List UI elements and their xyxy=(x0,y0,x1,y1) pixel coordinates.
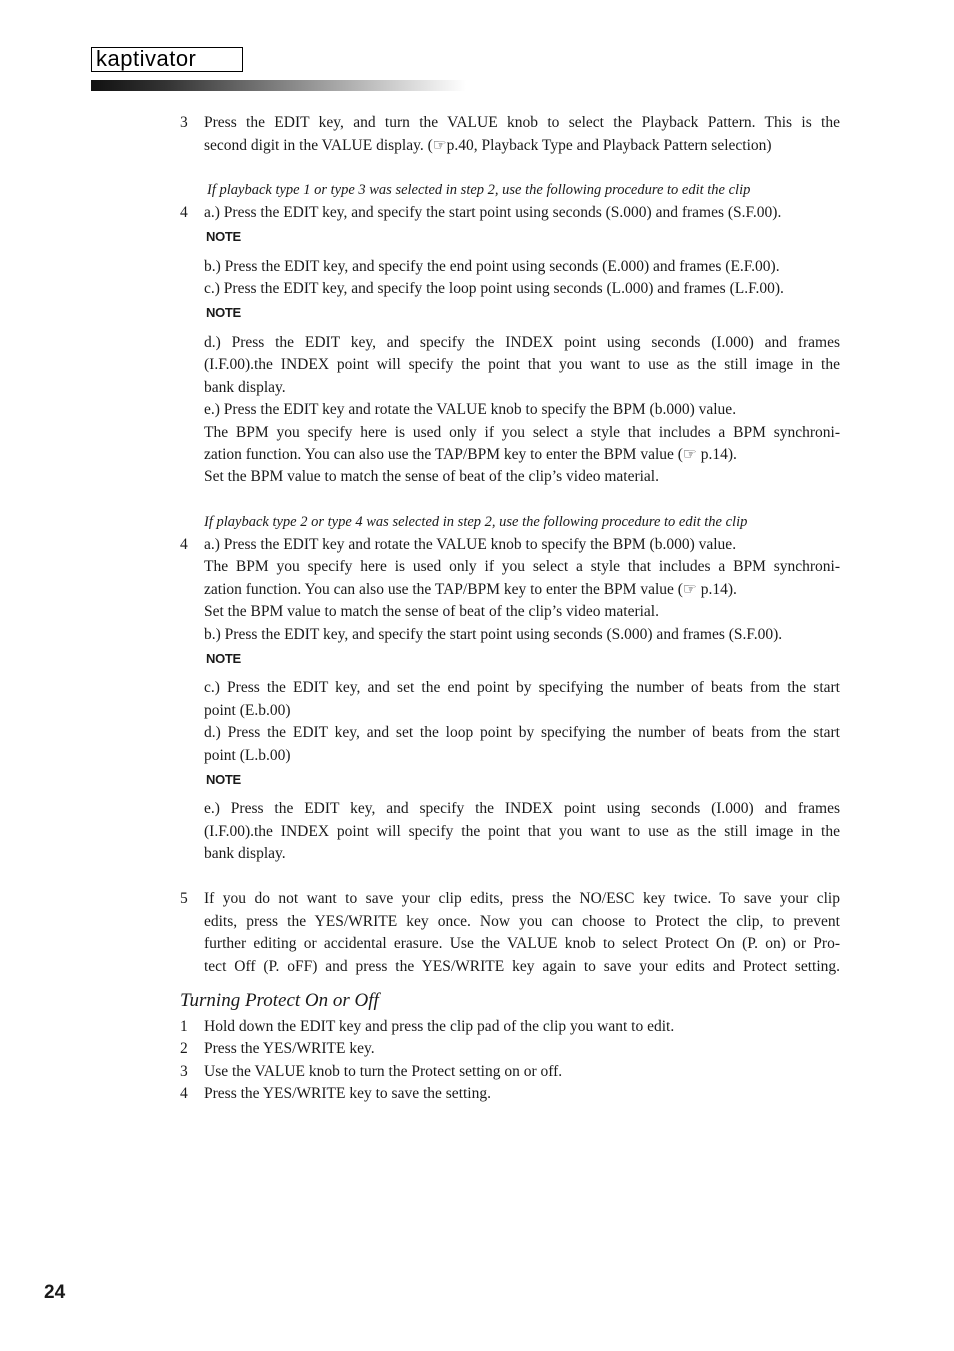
step-number: 4 xyxy=(180,1085,188,1102)
step-number: 4 xyxy=(180,204,188,221)
substep-b: b.) Press the EDIT key, and specify the start point using seconds (S.000) and frames (S.F.00). xyxy=(204,626,783,643)
substep-d: point (L.b.00) xyxy=(204,747,291,764)
substep-c: c.) Press the EDIT key, and specify the loop point using seconds (L.000) and frames (L.F.00). xyxy=(204,280,784,297)
kaptivator-logo: kaptivator xyxy=(91,47,243,72)
substep-e: zation function. You can also use the TAP/BPM key to enter the BPM value (☞ p.14). xyxy=(204,446,737,463)
procedure-intro: If playback type 2 or type 4 was selected in step 2, use the following procedure to edit the clip xyxy=(204,514,748,530)
substep-e: Set the BPM value to match the sense of beat of the clip’s video material. xyxy=(204,468,659,485)
list-item: Hold down the EDIT key and press the clip pad of the clip you want to edit. xyxy=(204,1018,675,1035)
note-label: NOTE xyxy=(206,651,241,666)
substep-a: Set the BPM value to match the sense of beat of the clip’s video material. xyxy=(204,603,659,620)
body-text-line: second digit in the VALUE display. (☞p.40, Playback Type and Playback Pattern selection) xyxy=(204,137,772,154)
list-item: Press the YES/WRITE key to save the setting. xyxy=(204,1085,491,1102)
substep-a: a.) Press the EDIT key, and specify the start point using seconds (S.000) and frames (S.F.00). xyxy=(204,204,782,221)
step-number: 4 xyxy=(180,536,188,553)
substep-e: (I.F.00).the INDEX point will specify the point that you want to use as the still image in the xyxy=(204,823,840,840)
substep-b: b.) Press the EDIT key, and specify the end point using seconds (E.000) and frames (E.F.00). xyxy=(204,258,780,275)
list-item: Use the VALUE knob to turn the Protect setting on or off. xyxy=(204,1063,563,1080)
page-number: 24 xyxy=(44,1282,66,1303)
substep-d: bank display. xyxy=(204,379,286,396)
substep-a: The BPM you specify here is used only if you select a style that includes a BPM synchroni- xyxy=(204,558,840,575)
substep-d: (I.F.00).the INDEX point will specify the point that you want to use as the still image in the xyxy=(204,356,840,373)
substep-e: e.) Press the EDIT key, and specify the INDEX point using seconds (I.000) and frames xyxy=(204,800,840,817)
step-number: 3 xyxy=(180,1063,188,1080)
note-label: NOTE xyxy=(206,229,241,244)
body-text-line: Press the EDIT key, and turn the VALUE knob to select the Playback Pattern. This is the xyxy=(204,114,840,131)
body-text-line: tect Off (P. oFF) and press the YES/WRITE key again to save your edits and Protect setting. xyxy=(204,958,840,975)
procedure-intro: If playback type 1 or type 3 was selected in step 2, use the following procedure to edit the clip xyxy=(207,182,751,198)
substep-e: bank display. xyxy=(204,845,286,862)
substep-d: d.) Press the EDIT key, and specify the INDEX point using seconds (I.000) and frames xyxy=(204,334,840,351)
note-label: NOTE xyxy=(206,772,241,787)
body-text-line: further editing or accidental erasure. Use the VALUE knob to select Protect On (P. on) or Pro- xyxy=(204,935,840,952)
body-text-line: edits, press the YES/WRITE key once. Now you can choose to Protect the clip, to prevent xyxy=(204,913,840,930)
substep-e: The BPM you specify here is used only if you select a style that includes a BPM synchroni- xyxy=(204,424,840,441)
substep-d: d.) Press the EDIT key, and set the loop point by specifying the number of beats from the start xyxy=(204,724,840,741)
substep-e: e.) Press the EDIT key and rotate the VALUE knob to specify the BPM (b.000) value. xyxy=(204,401,737,418)
substep-a: zation function. You can also use the TAP/BPM key to enter the BPM value (☞ p.14). xyxy=(204,581,737,598)
substep-a: a.) Press the EDIT key and rotate the VALUE knob to specify the BPM (b.000) value. xyxy=(204,536,737,553)
step-number: 3 xyxy=(180,114,188,131)
step-number: 5 xyxy=(180,890,188,907)
substep-c: point (E.b.00) xyxy=(204,702,291,719)
step-number: 1 xyxy=(180,1018,188,1035)
list-item: Press the YES/WRITE key. xyxy=(204,1040,375,1057)
header-gradient-bar xyxy=(91,80,466,91)
step-number: 2 xyxy=(180,1040,188,1057)
body-text-line: If you do not want to save your clip edits, press the NO/ESC key twice. To save your clip xyxy=(204,890,840,907)
note-label: NOTE xyxy=(206,305,241,320)
substep-c: c.) Press the EDIT key, and set the end point by specifying the number of beats from the start xyxy=(204,679,840,696)
section-heading: Turning Protect On or Off xyxy=(180,990,379,1011)
